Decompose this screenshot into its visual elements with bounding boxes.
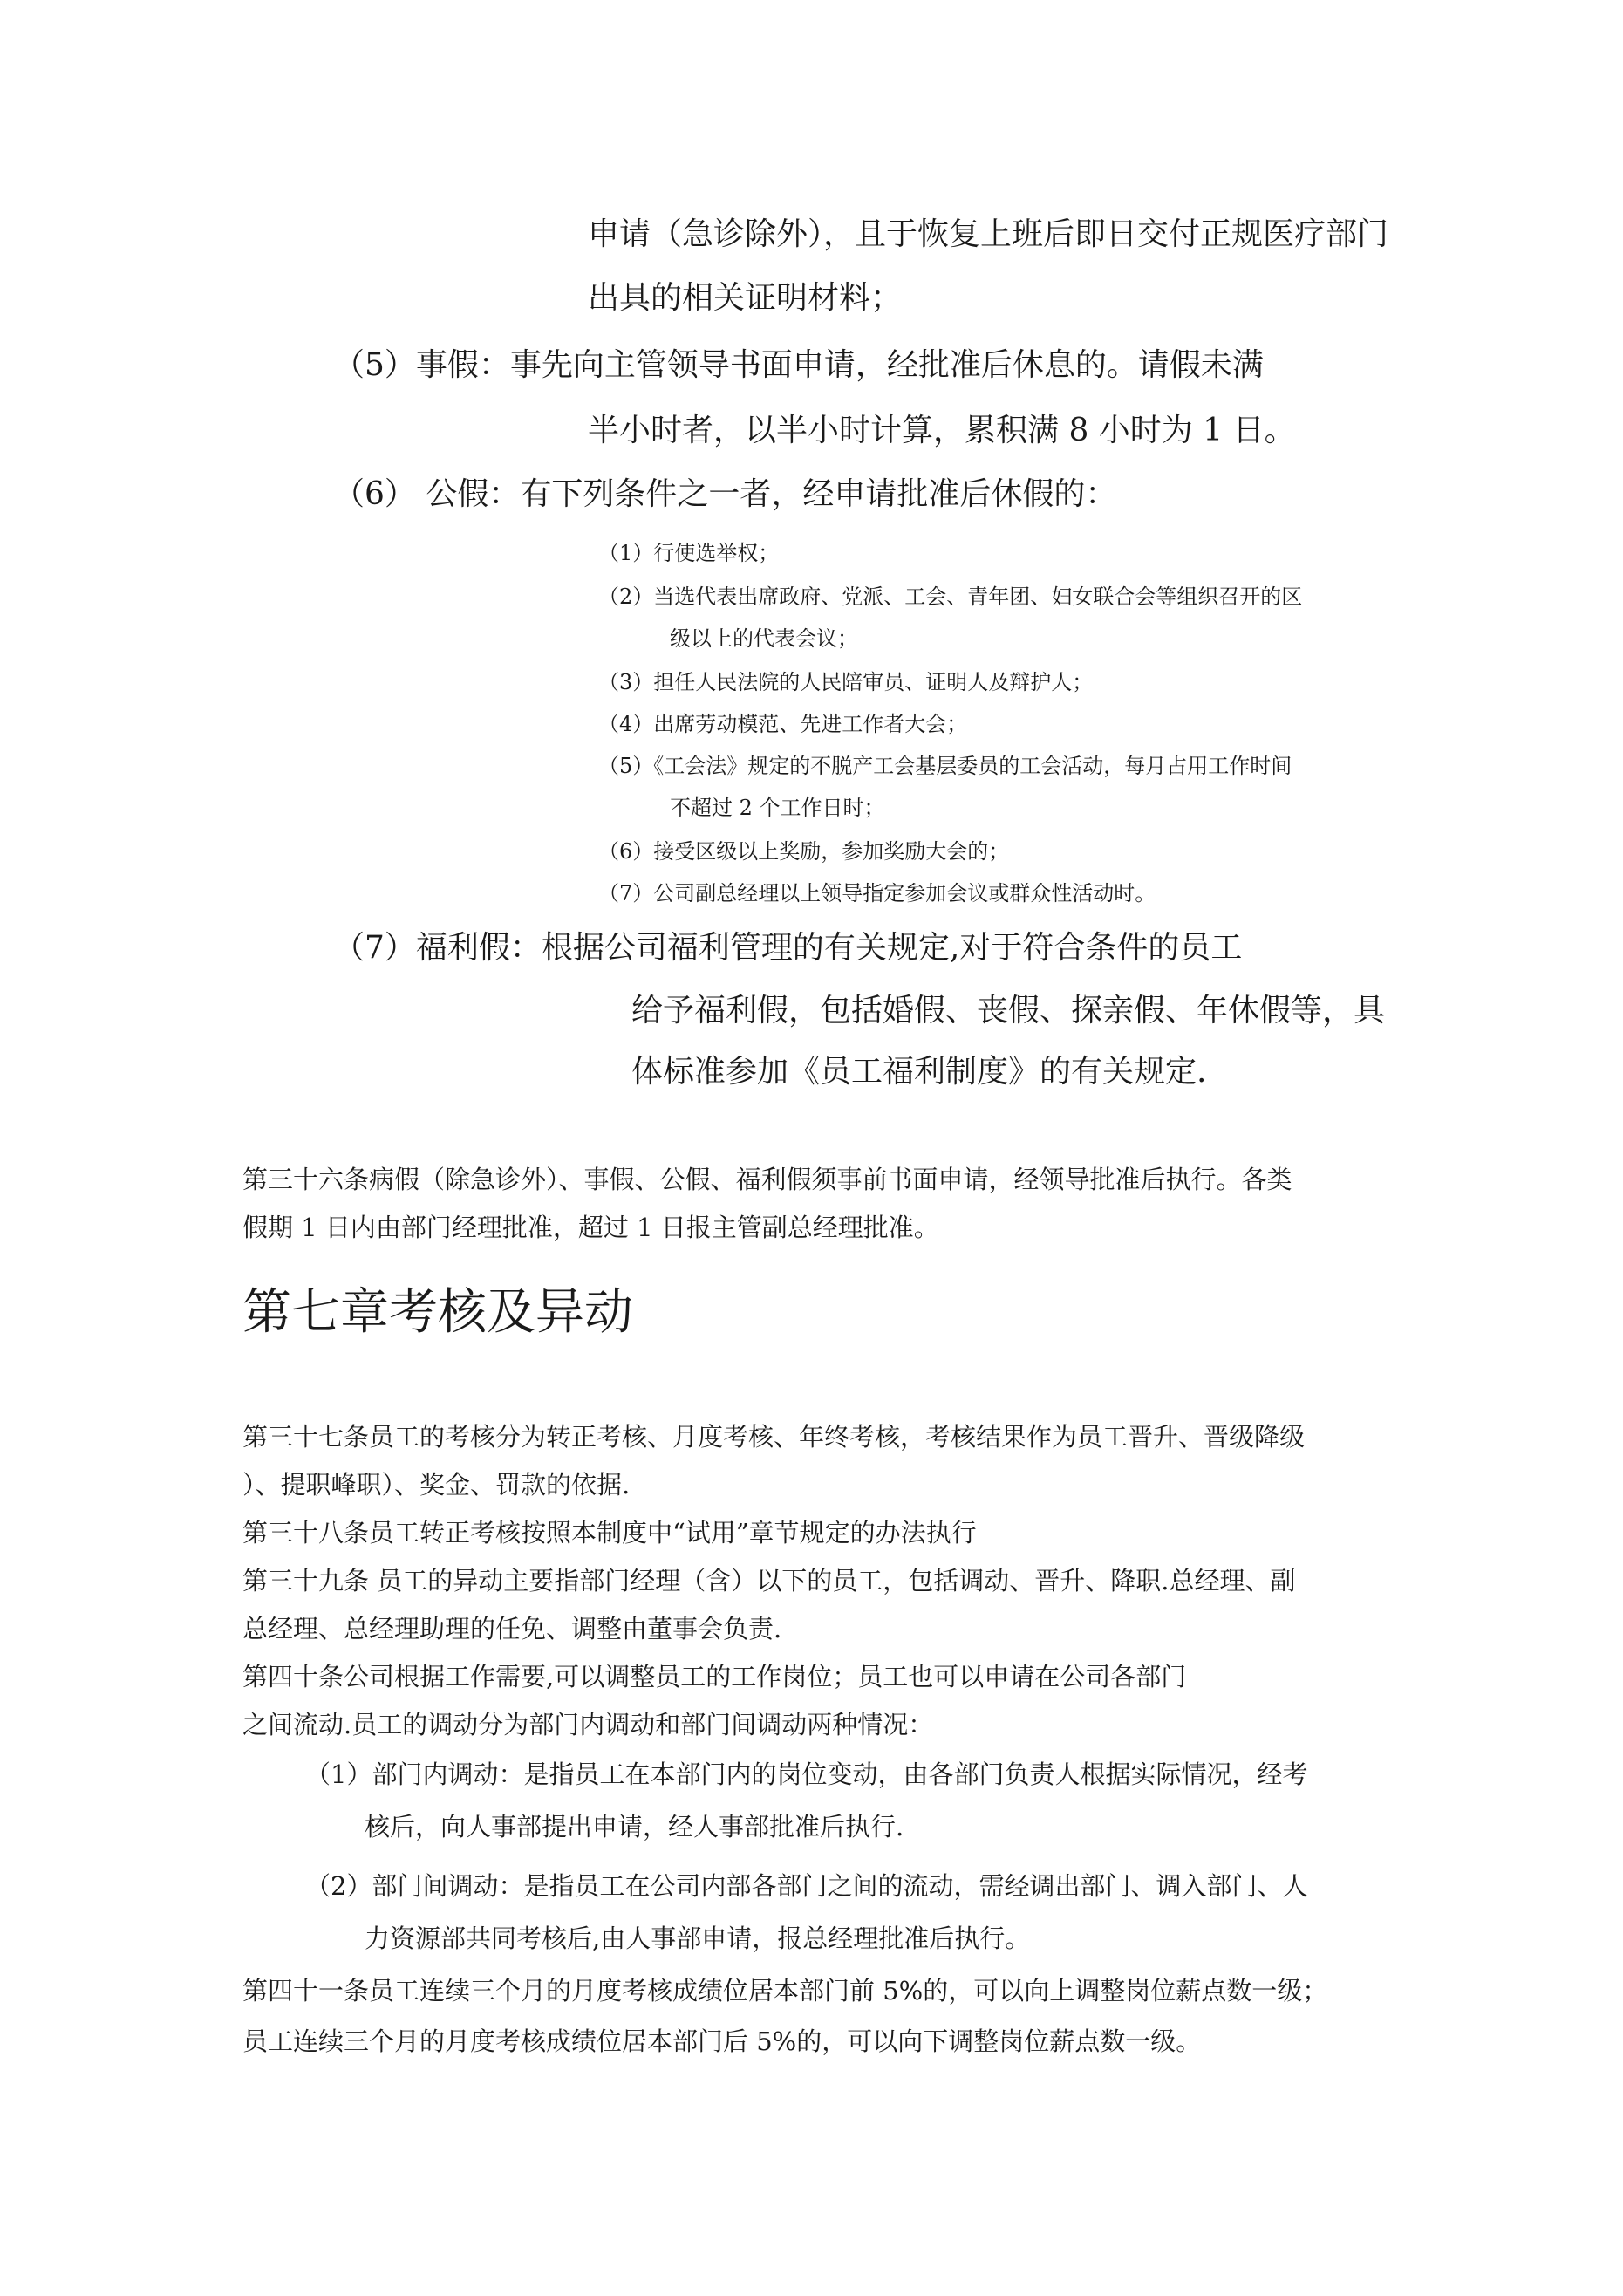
public-leave-heading: （6） 公假：有下列条件之一者，经申请批准后休假的： bbox=[333, 476, 1117, 512]
public-leave-item: （7）公司副总经理以上领导指定参加会议或群众性活动时。 bbox=[598, 881, 1156, 905]
article-36-line-1: 第三十六条病假（除急诊外）、事假、公假、福利假须事前书面申请，经领导批准后执行。各类 bbox=[242, 1165, 1292, 1194]
transfer-item: （1）部门内调动：是指员工在本部门内的岗位变动，由各部门负责人根据实际情况，经考 bbox=[305, 1760, 1308, 1789]
welfare-leave-line-3: 体标准参加《员工福利制度》的有关规定. bbox=[631, 1054, 1207, 1090]
article-41-line-1: 第四十一条员工连续三个月的月度考核成绩位居本部门前 5%的，可以向上调整岗位薪点数一级； bbox=[242, 1976, 1328, 2006]
welfare-leave-line-1: （7）福利假：根据公司福利管理的有关规定,对于符合条件的员工 bbox=[333, 930, 1243, 966]
article-line: 总经理、总经理助理的任免、调整由董事会负责. bbox=[242, 1614, 782, 1643]
chapter-title: 第七章考核及异动 bbox=[242, 1284, 633, 1341]
article-line: ）、提职峰职）、奖金、罚款的依据. bbox=[242, 1470, 631, 1500]
article-line: 第三十七条员工的考核分为转正考核、月度考核、年终考核，考核结果作为员工晋升、晋级降级 bbox=[242, 1422, 1306, 1452]
article-41-line-2: 员工连续三个月的月度考核成绩位居本部门后 5%的，可以向下调整岗位薪点数一级。 bbox=[242, 2026, 1202, 2056]
public-leave-item: 不超过 2 个工作日时； bbox=[670, 796, 885, 820]
transfer-item: （2）部门间调动：是指员工在公司内部各部门之间的流动，需经调出部门、调入部门、人 bbox=[305, 1871, 1308, 1901]
personal-leave-line-1: （5）事假：事先向主管领导书面申请，经批准后休息的。请假未满 bbox=[333, 347, 1264, 383]
sick-leave-line-2: 出具的相关证明材料； bbox=[588, 280, 903, 316]
public-leave-item: （1）行使选举权； bbox=[598, 541, 780, 565]
transfer-item: 力资源部共同考核后,由人事部申请，报总经理批准后执行。 bbox=[365, 1924, 1031, 1953]
article-line: 第三十八条员工转正考核按照本制度中“试用”章节规定的办法执行 bbox=[242, 1518, 977, 1548]
public-leave-item: 级以上的代表会议； bbox=[670, 626, 858, 651]
public-leave-item: （3）担任人民法院的人民陪审员、证明人及辩护人； bbox=[598, 670, 1094, 694]
personal-leave-line-2: 半小时者，以半小时计算，累积满 8 小时为 1 日。 bbox=[588, 413, 1296, 448]
article-line: 第三十九条 员工的异动主要指部门经理（含）以下的员工，包括调动、晋升、降职.总经理、副 bbox=[242, 1566, 1296, 1596]
public-leave-item: （4）出席劳动模范、先进工作者大会； bbox=[598, 712, 968, 736]
article-line: 之间流动.员工的调动分为部门内调动和部门间调动两种情况： bbox=[242, 1710, 934, 1739]
article-36-line-2: 假期 1 日内由部门经理批准，超过 1 日报主管副总经理批准。 bbox=[242, 1213, 939, 1242]
transfer-item: 核后，向人事部提出申请，经人事部批准后执行. bbox=[365, 1812, 904, 1842]
public-leave-item: （5）《工会法》规定的不脱产工会基层委员的工会活动，每月占用工作时间 bbox=[598, 754, 1292, 778]
public-leave-item: （6）接受区级以上奖励，参加奖励大会的； bbox=[598, 839, 1010, 864]
public-leave-item: （2）当选代表出席政府、党派、工会、青年团、妇女联合会等组织召开的区 bbox=[598, 584, 1303, 609]
sick-leave-line-1: 申请（急诊除外），且于恢复上班后即日交付正规医疗部门 bbox=[588, 216, 1389, 252]
article-line: 第四十条公司根据工作需要,可以调整员工的工作岗位；员工也可以申请在公司各部门 bbox=[242, 1662, 1187, 1691]
welfare-leave-line-2: 给予福利假，包括婚假、丧假、探亲假、年休假等，具 bbox=[631, 993, 1386, 1028]
